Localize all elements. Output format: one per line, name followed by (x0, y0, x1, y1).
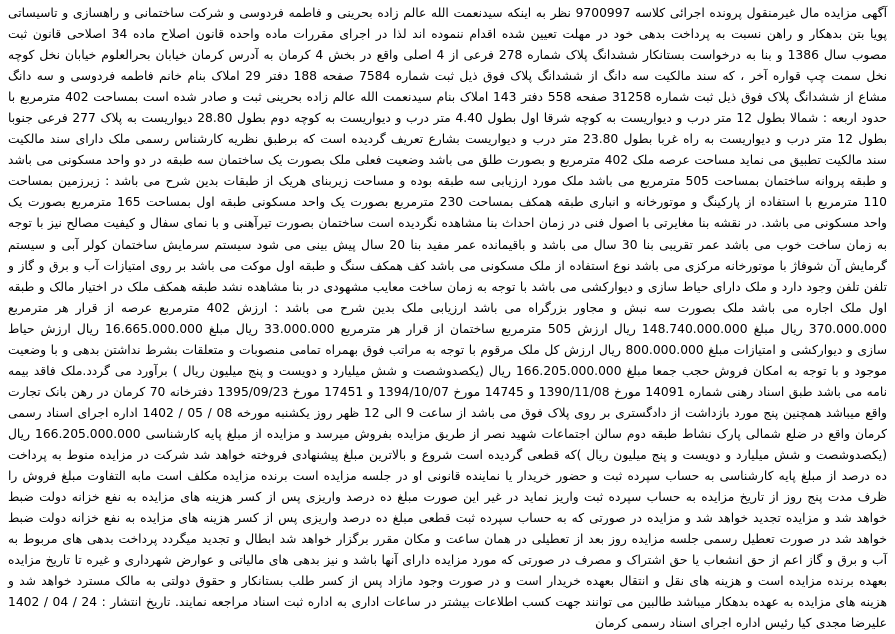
auction-notice-body: آگهی مزایده مال غیرمنقول پرونده اجرائی کلاسه 9700997 نظر به اینکه سیدنعمت الله عالم زاده بحرینی و فاطمه فردوسی و شرکت ساختمانی و راهسازی و تاسیساتی پویا بتن بدهکار و راهن نسبت به پرداخت بدهی خود در مهلت تعیین شده اقدام ننموده اند لذا در اجرای مقررات ماده واحده قانون اصلاح ماده 34 اصلاحی قانون ثبت مصوب سال 1386 و بنا به درخواست بستانکار ششدانگ پلاک شماره 278 فرعی از 4 اصلی واقع در بخش 4 کرمان به آدرس کرمان خیابان بحرالعلوم خیابان نخل کوچه نخل سمت چپ قواره آخر ، که سند مالکیت سه دانگ از ششدانگ پلاک فوق ذیل ثبت شماره 7584 صفحه 188 دفتر 29 املاک بنام خانم فاطمه فردوسی و سه دانگ مشاع از ششدانگ پلاک فوق ذیل ثبت شماره 31258 صفحه 558 دفتر 143 املاک بنام سیدنعمت الله عالم زاده بحرینی ثبت و صادر شده است بمساحت 402 مترمربع با حدود اربعه : شمالا بطول 12 متر درب و دیواریست به کوچه شرقا اول بطول 4.40 متر درب و دیواریست به کوچه دوم بطول 28.80 دیواریست به پلاک 277 فرعی جنوبا بطول 12 متر درب و دیواریست به راه غربا بطول 23.80 متر درب و دیواریست بشارع تعریف گردیده است که برطبق نظریه کارشناس رسمی ملک دارای سند مالکیت سند مالکیت تطبیق می نماید مساحت عرصه ملک 402 مترمربع و بصورت طلق می باشد وضعیت فعلی ملک بصورت یک ساختمان سه طبقه در دو واحد مسکونی می باشد و طبقه پروانه ساختمان بمساحت 505 مترمربع می باشد ملک مورد ارزیابی سه طبقه بوده و مساحت زیربنای هریک از طبقات بدین شرح می باشد : زیرزمین بمساحت 110 مترمربع با استفاده از پارکینگ و موتورخانه و انباری طبقه همکف بمساحت 230 مترمربع بصورت یک واحد مسکونی طبقه اول بمساحت 165 مترمربع بصورت یک واحد مسکونی می باشد. در نقشه بنا مغایرتی با اصول فنی در زمان احداث بنا مشاهده نگردیده است ساختمان بصورت تیرآهنی و با نمای سفال و کیفیت مصالح نیز با توجه به زمان ساخت خوب می باشد عمر تقریبی بنا 30 سال می باشد و باقیمانده عمر مفید بنا 20 سال پیش بینی می شود سیستم سرمایش ساختمان کولر آبی و سیستم گرمایش آن شوفاژ با موتورخانه مرکزی می باشد نوع استفاده از ملک مسکونی می باشد کف همکف سنگ و طبقه اول موکت می باشد بر روی امتیازات آب و برق و گاز و تلفن تلفن وجود دارد و ملک دارای حیاط سازی و دیوارکشی می باشد با توجه به زمان ساخت معایب مشهودی در بنا مشاهده نشد طبقه همکف ملک در اختیار مالک و طبقه اول ملک اجاره می باشد ملک بصورت سه نبش و مجاور بزرگراه می باشد ارزیابی ملک بدین شرح می باشد : ارزش 402 مترمربع عرصه از قرار هر مترمربع 370.000.000 ریال مبلغ 148.740.000.000 ریال ارزش 505 مترمربع ساختمان از قرار هر مترمربع 33.000.000 ریال مبلغ 16.665.000.000 ریال ارزش حیاط سازی و دیوارکشی و امتیازات مبلغ 800.000.000 ریال ارزش کل ملک مرقوم با توجه به مراتب فوق بهمراه تمامی منصوبات و متعلقات بشرط نداشتن بدهی و با وضعیت موجود و با توجه به امکان فروش حجب جمعا مبلغ 166.205.000.000 ریال (یکصدوشصت و شش میلیارد و دویست و پنج میلیون ریال ) برآورد می گردد.ملک فاقد بیمه نامه می باشد طبق اسناد رهنی شماره 14091 مورخ 1390/11/08 و 14745 مورخ 1394/10/07 و 17451 مورخ 1395/09/23 دفترخانه 70 کرمان در رهن بانک تجارت واقع میباشد همچنین پنج مورد بازداشت از دادگستری بر روی پلاک فوق می باشد از ساعت 9 الی 12 ظهر روز یکشنبه مورخه 08 / 05 / 1402 اداره اجرای اسناد رسمی کرمان واقع در ضلع شمالی پارک نشاط طبقه دوم سالن اجتماعات شهید نصر از طریق مزایده بفروش میرسد و مزایده از مبلغ پایه کارشناسی 166.205.000.000 ریال (یکصدوشصت و شش میلیارد و دویست و پنج میلیون ریال )که قطعی گردیده است شروع و بالاترین مبلغ پیشنهادی فروخته خواهد شد شرکت در مزایده منوط به پرداخت ده درصد از مبلغ پایه کارشناسی به حساب سپرده ثبت و حضور خریدار یا نماینده قانونی او در جلسه مزایده است برنده مزایده مکلف است مابه التفاوت مبلغ فروش را ظرف مدت پنج روز از تاریخ مزایده به حساب سپرده ثبت واریز نماید در غیر این صورت مبلغ ده درصد واریزی پس از کسر هزینه های مزایده به نفع خزانه دولت ضبط خواهد شد و مزایده تجدید خواهد شد و مزایده در صورتی که به حساب سپرده ثبت قطعی مبلغ ده درصد واریزی پس از کسر هزینه های مزایده به نفع خزانه دولت ضبط خواهد شد در صورت تعطیل رسمی جلسه مزایده روز بعد از تعطیلی در همان ساعت و مکان مقرر برگزار خواهد شد ابطال و تجدید میگردد پرداخت بدهی های مربوط به آب و برق و گاز اعم از حق انشعاب یا حق اشتراک و مصرف در صورتی که مورد مزایده دارای آنها باشد و نیز بدهی های مالیاتی و عوارض شهرداری و غیره تا تاریخ مزایده بعهده برنده مزایده است و هزینه های نقل و انتقال بعهده خریدار است و در صورت وجود مازاد پس از کسر طلب بستانکار و حقوق دولتی به مالک مسترد خواهد شد و هزینه های مزایده به عهده بدهکار میباشد طالبین می توانند جهت کسب اطلاعات بیشتر در ساعات اداری به اداره ثبت اسناد مراجعه نمایند. تاریخ انتشار : 24 / 04 / 1402 علیرضا مجدی کیا رئیس اداره اجرای اسناد رسمی کرمان (8, 6, 888, 631)
auction-notice-text (8, 3, 887, 634)
